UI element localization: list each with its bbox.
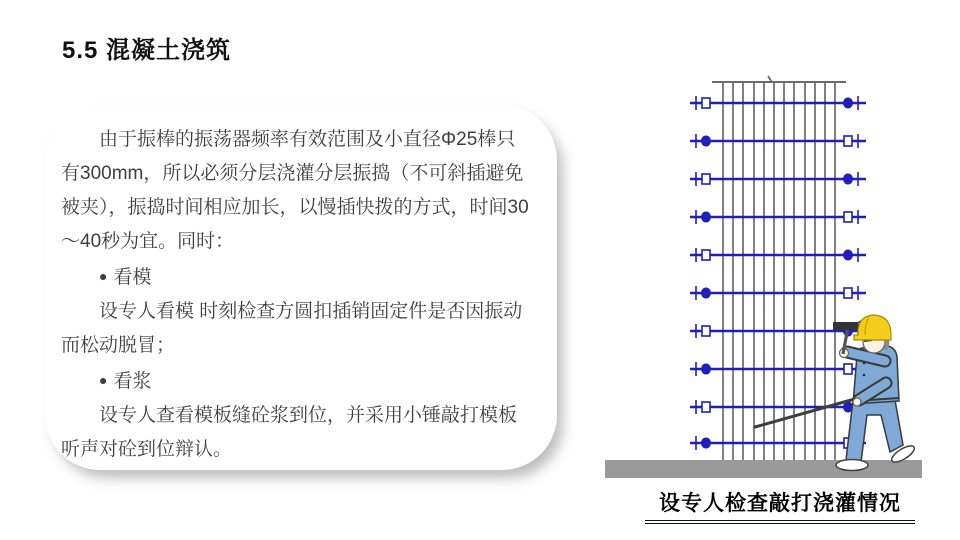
bullet-label: 看模 (113, 267, 152, 288)
bullet-label: 看浆 (113, 371, 152, 392)
ground-strip (605, 460, 922, 478)
bullet-item-kanjiang (61, 363, 531, 399)
bullet-icon: ● (99, 268, 108, 284)
tie-rod (690, 172, 866, 186)
tie-rod (690, 248, 866, 262)
content-card (45, 105, 557, 470)
hand (853, 398, 861, 406)
column-formwork-illustration (585, 55, 960, 485)
safety-helmet-icon (854, 315, 891, 340)
bullet-icon: ● (99, 372, 108, 388)
tie-rod (690, 210, 866, 224)
tie-rod (690, 286, 866, 300)
bullet-desc-kanjiang: 设专人查看模板缝砼浆到位，并采用小锤敲打模板听声对砼到位辩认。 (61, 405, 518, 460)
tie-rod (690, 134, 866, 148)
tie-rod (690, 436, 866, 450)
paragraph-vibrator: 由于振棒的振荡器频率有效范围及小直径Φ25棒只有300mm，所以必须分层浇灌分层振捣（不可斜插避免被夹），振捣时间相应加长，以慢插快拨的方式，时间30～40秒为宜。同时： (61, 129, 529, 252)
bullet-desc-kanmo: 设专人看模 时刻检查方圆扣插销固定件是否因振动而松动脱冒； (61, 301, 523, 356)
shoe (836, 460, 868, 471)
figure-caption-text: 设专人检查敲打浇灌情况 (645, 487, 915, 524)
tie-rod (690, 362, 866, 376)
formwork-column (712, 76, 846, 460)
bullet-item-kanmo (61, 259, 531, 295)
page-title: 5.5 混凝土浇筑 (62, 37, 232, 64)
tie-rod (690, 96, 866, 110)
figure-caption (585, 487, 960, 524)
